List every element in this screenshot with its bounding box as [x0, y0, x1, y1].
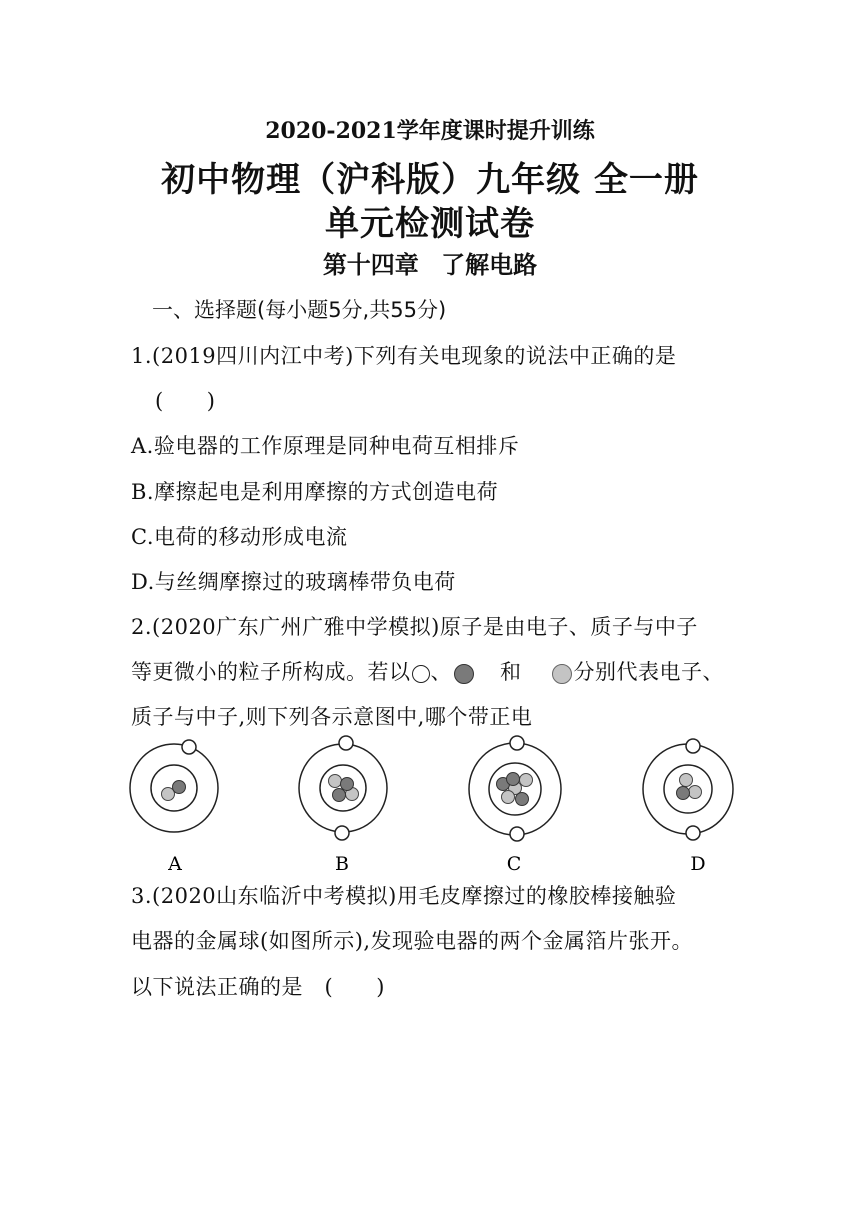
- q1-answer-blank: ( ): [155, 389, 216, 413]
- atom-a-label: A: [168, 853, 182, 873]
- atom-b-electron-2: [335, 826, 349, 840]
- q3-stem-line2: 电器的金属球(如图所示),发现验电器的两个金属箔片张开。: [131, 929, 694, 953]
- atom-d-neutron-1: [680, 774, 693, 787]
- atom-d-electron-1: [686, 739, 700, 753]
- q2-text-a: 等更微小的粒子所构成。若以: [131, 660, 411, 684]
- atom-d-proton: [677, 787, 690, 800]
- section-heading: 一、选择题(每小题5分,共55分): [152, 298, 447, 322]
- q2-stem-line2: [131, 656, 724, 686]
- q1-option-d: D.与丝绸摩擦过的玻璃棒带负电荷: [131, 570, 456, 594]
- q1-option-b: B.摩擦起电是利用摩擦的方式创造电荷: [131, 480, 499, 504]
- atom-b-label: B: [335, 853, 349, 873]
- atom-b-neutron-1: [329, 775, 342, 788]
- atom-diagrams: [122, 733, 752, 873]
- q2-stem-line3: 质子与中子,则下列各示意图中,哪个带正电: [131, 705, 533, 729]
- electron-icon: [412, 665, 430, 683]
- atom-c-electron-1: [510, 736, 524, 750]
- atom-c: [469, 736, 561, 873]
- q2-text-c: 和: [500, 660, 522, 684]
- atom-c-neutron-1: [520, 774, 533, 787]
- atom-b: [299, 736, 387, 873]
- q3-stem-line3: 以下说法正确的是 ( ): [131, 975, 385, 999]
- atom-d-label: D: [690, 853, 706, 873]
- q2-text-d: 分别代表电子、: [573, 660, 724, 684]
- atom-c-proton-3: [516, 793, 529, 806]
- atom-d: [643, 739, 733, 873]
- atom-a: [130, 740, 218, 873]
- document-subtitle: 2020-2021学年度课时提升训练: [265, 118, 595, 144]
- atom-c-label: C: [506, 853, 522, 873]
- atom-c-neutron-3: [502, 791, 515, 804]
- atom-b-proton-2: [333, 789, 346, 802]
- neutron-icon: [552, 664, 572, 684]
- q1-option-a: A.验电器的工作原理是同种电荷互相排斥: [131, 434, 520, 458]
- document-title-line2: 单元检测试卷: [325, 204, 535, 244]
- atom-c-electron-2: [510, 827, 524, 841]
- proton-icon: [454, 664, 474, 684]
- chapter-heading: 第十四章 了解电路: [322, 250, 538, 279]
- atom-b-electron-1: [339, 736, 353, 750]
- q2-stem-line1: 2.(2020广东广州广雅中学模拟)原子是由电子、质子与中子: [131, 615, 698, 639]
- atom-d-neutron-2: [689, 786, 702, 799]
- q1-stem: 1.(2019四川内江中考)下列有关电现象的说法中正确的是: [131, 344, 677, 368]
- q3-stem-line1: 3.(2020山东临沂中考模拟)用毛皮摩擦过的橡胶棒接触验: [131, 884, 677, 908]
- q2-text-b: 、: [430, 660, 452, 684]
- atom-a-proton: [173, 781, 186, 794]
- atom-c-proton-2: [507, 773, 520, 786]
- document-title-line1: 初中物理（沪科版）九年级 全一册: [161, 160, 699, 200]
- atom-d-electron-2: [686, 826, 700, 840]
- atom-b-proton-1: [341, 778, 354, 791]
- atom-a-electron: [182, 740, 196, 754]
- q1-option-c: C.电荷的移动形成电流: [131, 525, 348, 549]
